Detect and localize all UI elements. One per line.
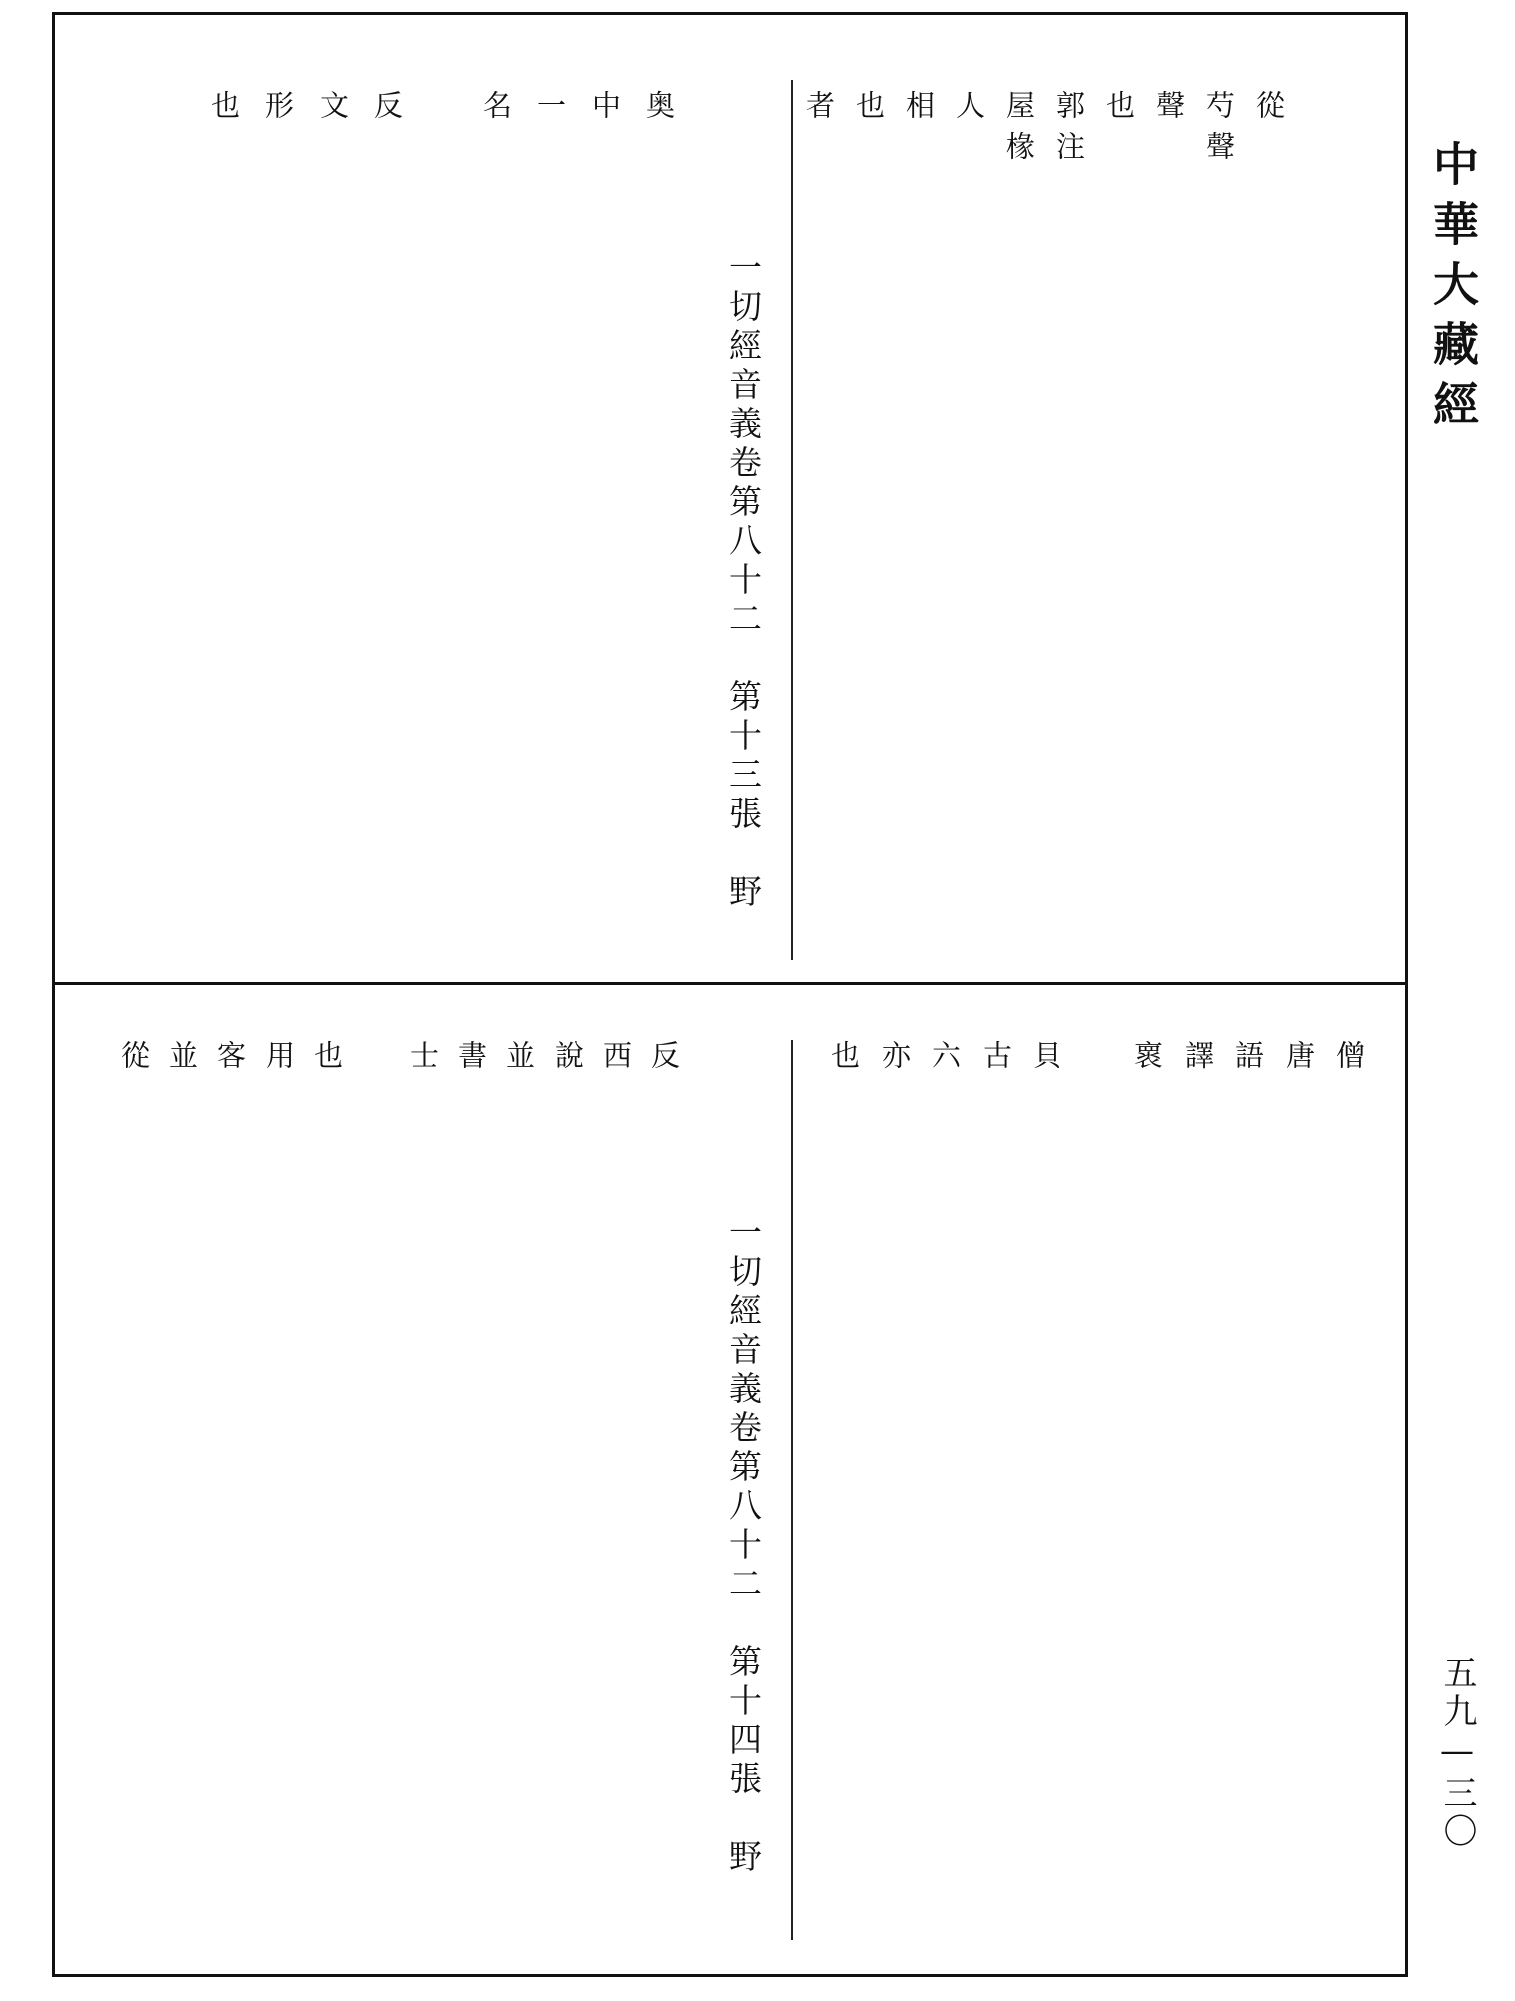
text-column: 譯	[1181, 1040, 1215, 1081]
text-column: 僧	[1332, 1040, 1366, 1081]
side-page-number: 五九—三〇	[1437, 1655, 1477, 1851]
text-column: 書	[454, 1040, 488, 1081]
text-column: 也	[827, 1040, 861, 1081]
text-column: 古	[979, 1040, 1013, 1081]
text-column: 語	[1231, 1040, 1265, 1081]
text-column: 一	[533, 90, 567, 131]
text-column: 說	[551, 1040, 585, 1081]
text-column: 中	[588, 90, 622, 131]
text-column: 褱	[1130, 1040, 1164, 1081]
top-center-caption: 一切經音義卷第八十二 第十三張 野	[724, 250, 763, 913]
text-column: 反	[370, 90, 404, 131]
top-center-rule	[791, 80, 793, 960]
text-column: 貝	[1029, 1040, 1063, 1081]
text-column: 西	[599, 1040, 633, 1081]
text-column: 屋椽	[1002, 90, 1036, 172]
text-column: 唐	[1282, 1040, 1316, 1081]
text-column: 也	[1102, 90, 1136, 131]
text-column: 奥	[642, 90, 676, 131]
text-column: 文	[316, 90, 350, 131]
text-column: 亦	[878, 1040, 912, 1081]
text-column: 用	[262, 1040, 296, 1081]
text-column: 者	[802, 90, 836, 131]
text-column: 相	[902, 90, 936, 131]
text-column: 郭注	[1052, 90, 1086, 172]
text-column: 六	[928, 1040, 962, 1081]
bottom-center-rule	[791, 1040, 793, 1940]
text-column: 名	[479, 90, 513, 131]
text-column: 也	[852, 90, 886, 131]
text-column: 也	[207, 90, 241, 131]
text-column: 也	[310, 1040, 344, 1081]
text-column: 從	[117, 1040, 151, 1081]
bottom-center-caption: 一切經音義卷第八十二 第十四張 野	[724, 1215, 763, 1878]
text-column: 士	[406, 1040, 440, 1081]
text-column: 芍聲	[1202, 90, 1236, 172]
text-column: 形	[261, 90, 295, 131]
text-column: 反	[647, 1040, 681, 1081]
text-column: 聲	[1152, 90, 1186, 131]
panel-divider	[52, 982, 1408, 985]
text-column: 並	[502, 1040, 536, 1081]
text-column: 人	[952, 90, 986, 131]
text-column: 客	[213, 1040, 247, 1081]
text-column: 從	[1252, 90, 1286, 131]
text-column: 並	[165, 1040, 199, 1081]
side-title: 中華大藏經	[1426, 140, 1480, 440]
